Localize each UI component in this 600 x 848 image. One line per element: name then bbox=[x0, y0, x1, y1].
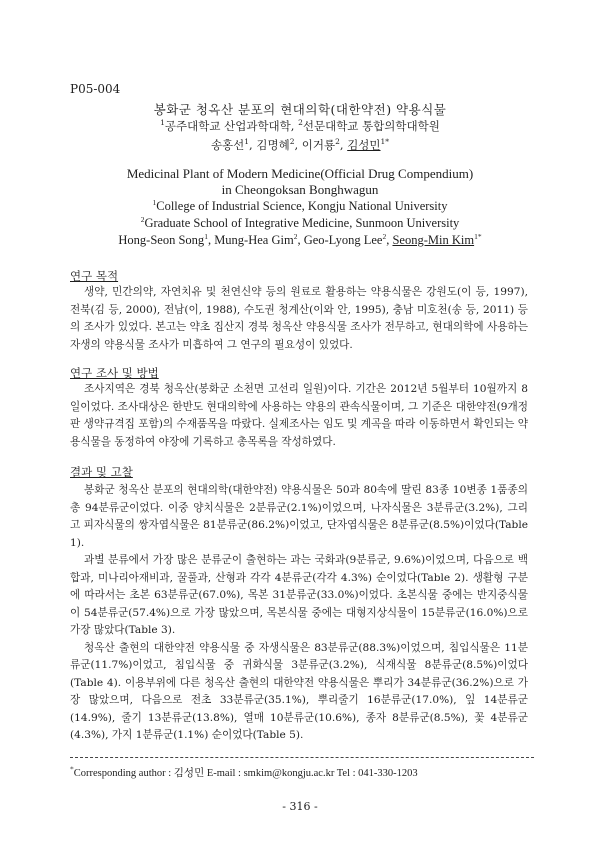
footnote-marker: * bbox=[70, 764, 74, 774]
korean-author-2-sup: 2 bbox=[289, 137, 295, 147]
results-paragraph-1: 봉화군 청옥산 분포의 현대의학(대한약전) 약용식물은 50과 80속에 딸린 83종 10변종 1품종의 총 94분류군이었다. 이중 양치식물은 2분류군(2.1%)이었으며, 나자식물은 3분류군(3.2%), 그리고 피자식물의 쌍자엽식물은 81분류군(86.2%)이었고, 단자엽식물은 8분류군(8.5%)이었다(Table 1). bbox=[70, 484, 528, 549]
results-heading: 결과 및 고찰 bbox=[70, 465, 133, 479]
korean-author-3: 이거룡 bbox=[301, 138, 336, 152]
en-aff2-marker: 2 bbox=[140, 214, 145, 224]
english-title-line1: Medicinal Plant of Modern Medicine(Official Drug Compendium) bbox=[126, 166, 474, 181]
korean-aff2: 선문대학교 통합의학대학원 bbox=[302, 119, 440, 133]
footnote-text: Corresponding author : 김성민 E-mail : smkim@kongju.ac.kr Tel : 041-330-1203 bbox=[73, 768, 418, 779]
korean-author-2: 김명혜 bbox=[256, 138, 290, 152]
korean-aff1: 공주대학교 산업과학대학, bbox=[164, 119, 295, 133]
english-affiliation-1 bbox=[0, 199, 600, 214]
korean-affiliations bbox=[0, 118, 600, 134]
english-author-1-sup: 1 bbox=[204, 231, 208, 241]
results-paragraph-3: 청옥산 출현의 대한약전 약용식물 중 자생식물은 83분류군(88.3%)이었으며, 침입식물은 11분류군(11.7%)이었고, 침입식물 중 귀화식물 3분류군(3.2%), 식재식물 8분류군(8.5%)이었다(Table 4). 이용부위에 다른 청옥산 출현의 대한약전 약용식물은 뿌리가 34분류군(36.2%)으로 가장 많았으며, 다음으로 전초 33분류군(35.1%), 뿌리줄기 16분류군(17.0%), 잎 14분류군(14.9%), 줄기 13분류군(13.8%), 열매 10분류군(10.6%), 종자 8분류군(8.5%), 꽃 4분류군(4.3%), 가지 1분류군(1.1%) 순이었다(Table 5). bbox=[70, 641, 528, 741]
english-author-4-sup: 1* bbox=[474, 231, 482, 241]
english-author-2: Mung-Hea Gim bbox=[214, 233, 294, 247]
methods-paragraph: 조사지역은 경북 청옥산(봉화군 소천면 고선리 일원)이다. 기간은 2012년 5월부터 10월까지 8일이었다. 조사대상은 한반도 현대의학에 사용하는 약용의 관속식물이며, 그 기준은 대한약전(9개정판 생약규격집 포함)의 수재품목을 따랐다. 실제조사는 임도 및 계곡을 따라 이동하면서 확인되는 약용식물을 동정하여 야장에 기록하고 총목록을 작성하였다. bbox=[70, 383, 528, 448]
korean-title: 봉화군 청옥산 분포의 현대의학(대한약전) 약용식물 bbox=[153, 102, 447, 117]
english-author-3: Geo-Lyong Lee bbox=[303, 233, 383, 247]
english-aff2-text: Graduate School of Integrative Medicine, Sunmoon University bbox=[144, 216, 460, 230]
korean-author-3-sup: 2 bbox=[335, 137, 340, 147]
methods-heading: 연구 조사 및 방법 bbox=[70, 366, 159, 380]
results-paragraph-2: 과별 분류에서 가장 많은 분류군이 출현하는 과는 국화과(9분류군, 9.6%)이었으며, 다음으로 백합과, 미나리아재비과, 꿀풀과, 산형과 각각 4분류군(각각 4.3%) 순이었다(Table 2). 생활형 구분에 따라서는 초본 63분류군(67.0%), 목본 31분류군(33.0%)이었다. 초본식물 중에는 반지중식물이 54분류군(57.4%)으로 가장 많았으며, 목본식물 중에는 대형지상식물이 15분류군(16.0%)으로 가장 많았다(Table 3). bbox=[70, 554, 528, 636]
page-number: - 316 - bbox=[282, 800, 318, 813]
purpose-paragraph: 생약, 민간의약, 자연치유 및 천연신약 등의 원료로 활용하는 약용식물은 강원도(이 등, 1997), 전북(김 등, 2000), 전남(이, 1988), 수도권 청계산(이와 안, 1995), 충남 미호천(송 등, 2011) 등의 조사가 있었다. 본고는 약초 집산지 경북 청옥산 약용식물 조사가 전무하고, 현대의학에 사용하는 자생의 약용식물 조사가 미흡하여 그 연구의 필요성이 있었다. bbox=[70, 286, 528, 351]
en-aff1-marker: 1 bbox=[152, 197, 157, 207]
abstract-code: P05-004 bbox=[70, 82, 121, 96]
english-title-line2: in Cheongoksan Bonghwagun bbox=[221, 182, 379, 197]
korean-authors: 송홍선$^1$, 김명혜$^2$, 이거룡$^2$, 김성민$^{1*}$ bbox=[210, 137, 390, 152]
footnote-divider bbox=[70, 757, 534, 758]
korean-author-4: 김성민 bbox=[347, 138, 381, 152]
results-section bbox=[70, 482, 528, 745]
english-aff1-text: College of Industrial Science, Kongju National University bbox=[156, 199, 448, 213]
korean-author-1-sup: 1 bbox=[244, 137, 250, 147]
english-author-1: Hong-Seon Song bbox=[118, 233, 205, 247]
korean-author-1: 송홍선 bbox=[210, 138, 245, 152]
korean-author-4-sup: 1* bbox=[380, 137, 390, 147]
english-author-3-sup: 2 bbox=[382, 231, 387, 241]
aff2-marker: 2 bbox=[298, 118, 303, 128]
purpose-section bbox=[70, 284, 528, 354]
purpose-heading: 연구 목적 bbox=[70, 269, 119, 283]
english-affiliation-2 bbox=[0, 216, 600, 231]
aff1-marker: 1 bbox=[160, 118, 165, 128]
english-author-4: Seong-Min Kim bbox=[392, 233, 475, 247]
methods-section bbox=[70, 381, 528, 451]
english-author-2-sup: 2 bbox=[293, 231, 298, 241]
corresponding-author-footnote bbox=[70, 765, 418, 780]
english-authors: Hong-Seon Song$^1$, Mung-Hea Gim$^2$, Geo-Lyong Lee$^2$, Seong-Min Kim$^{1*}$ bbox=[118, 231, 482, 247]
